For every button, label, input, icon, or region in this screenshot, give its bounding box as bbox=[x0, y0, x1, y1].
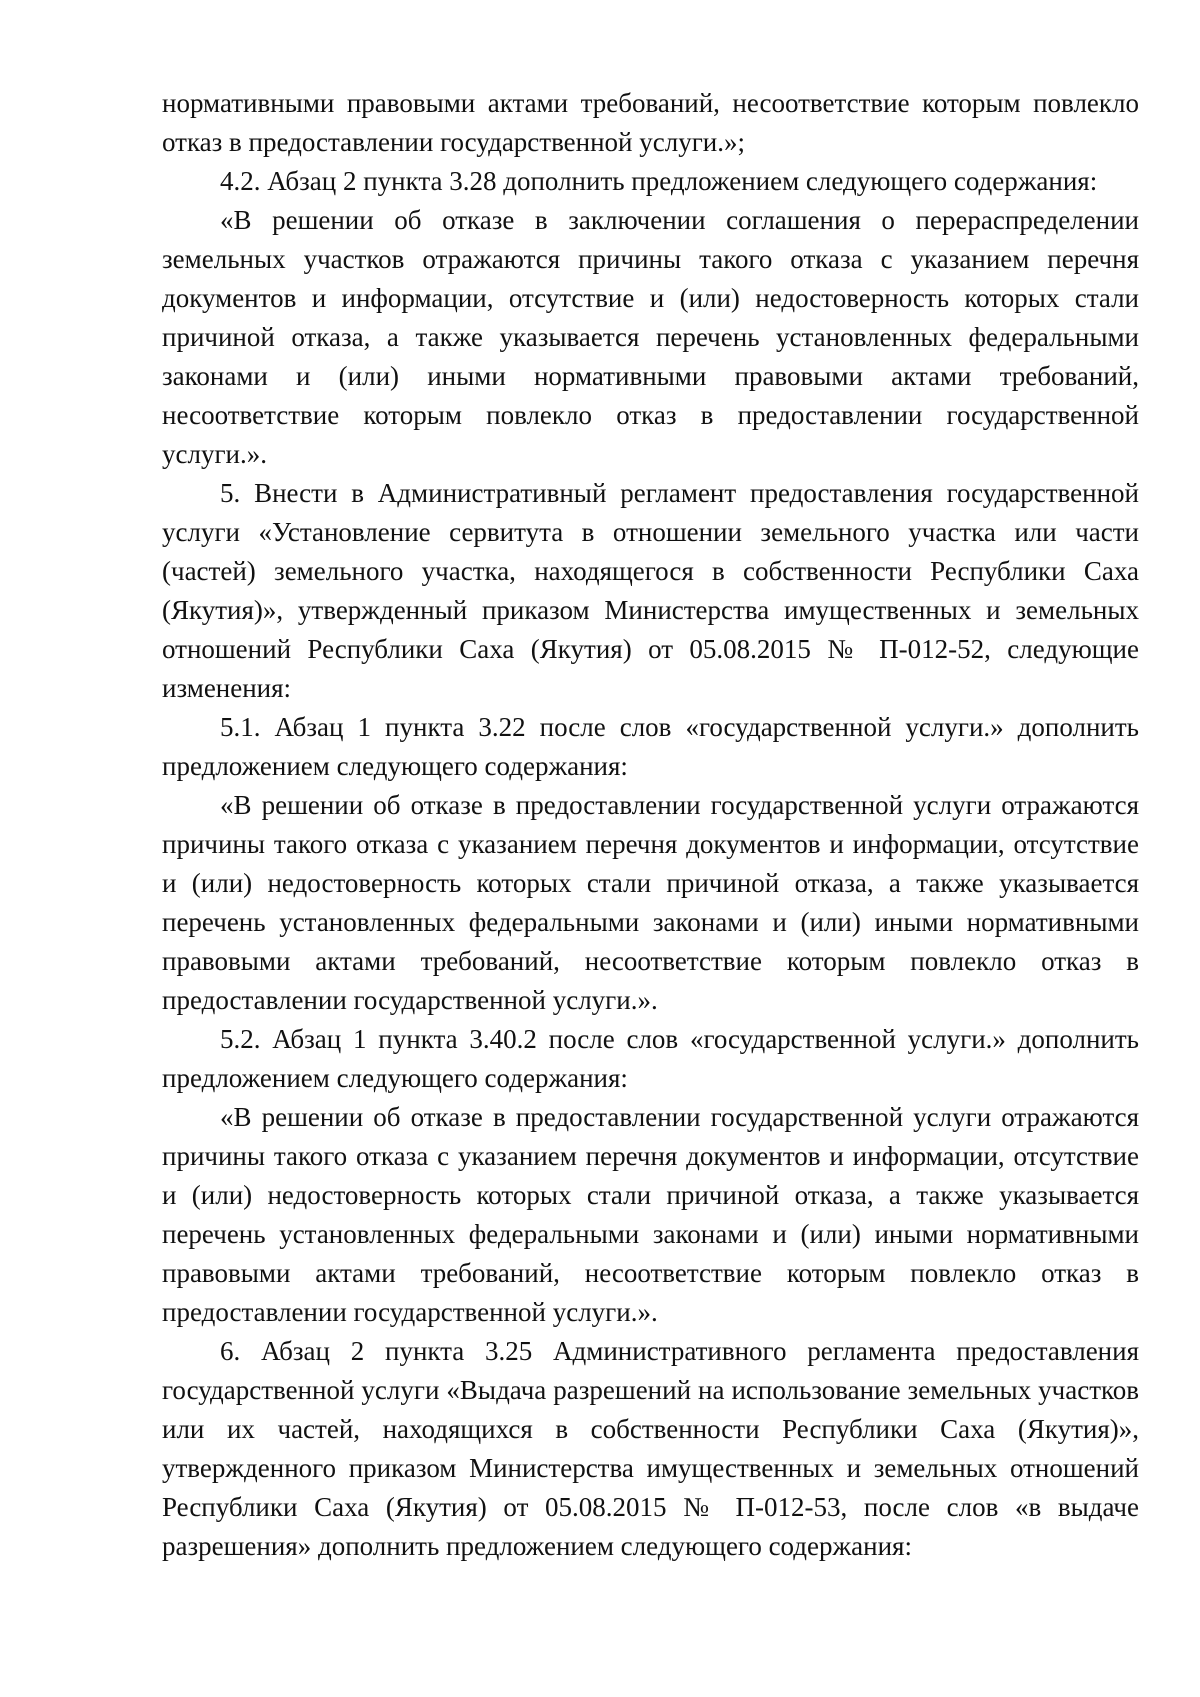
paragraph-4-2: 4.2. Абзац 2 пункта 3.28 дополнить предложением следующего содержания: bbox=[220, 166, 1098, 196]
paragraph-5: 5. Внести в Административный регламент предоставления государственной услуги «Установление сервитута в отношении земельного участка или части (частей) земельного участка, находящегося в собственности Республики Саха (Якутия)», утвержденный приказом Министерства имущественных и земельных отношений Республики Саха (Якутия) от 05.08.2015 № П-012-52, следующие изменения: bbox=[162, 478, 1139, 703]
paragraph-quote-5-1: «В решении об отказе в предоставлении государственной услуги отражаются причины такого отказа с указанием перечня документов и информации, отсутствие и (или) недостоверность которых стали причиной отказа, а также указывается перечень установленных федеральными законами и (или) иными нормативными правовыми актами требований, несоответствие которым повлекло отказ в предоставлении государственной услуги.». bbox=[162, 790, 1139, 1015]
paragraph-continuation: нормативными правовыми актами требований, несоответствие которым повлекло отказ в предоставлении государственной услуги.»; bbox=[162, 88, 1139, 157]
document-page bbox=[162, 84, 1139, 1566]
paragraph-5-1: 5.1. Абзац 1 пункта 3.22 после слов «государственной услуги.» дополнить предложением следующего содержания: bbox=[162, 712, 1139, 781]
paragraph-5-2: 5.2. Абзац 1 пункта 3.40.2 после слов «государственной услуги.» дополнить предложением следующего содержания: bbox=[162, 1024, 1139, 1093]
paragraph-6: 6. Абзац 2 пункта 3.25 Административного регламента предоставления государственной услуги «Выдача разрешений на использование земельных участков или их частей, находящихся в собственности Республики Саха (Якутия)», утвержденного приказом Министерства имущественных и земельных отношений Республики Саха (Якутия) от 05.08.2015 № П-012-53, после слов «в выдаче разрешения» дополнить предложением следующего содержания: bbox=[162, 1336, 1139, 1561]
paragraph-quote-5-2: «В решении об отказе в предоставлении государственной услуги отражаются причины такого отказа с указанием перечня документов и информации, отсутствие и (или) недостоверность которых стали причиной отказа, а также указывается перечень установленных федеральными законами и (или) иными нормативными правовыми актами требований, несоответствие которым повлекло отказ в предоставлении государственной услуги.». bbox=[162, 1102, 1139, 1327]
paragraph-quote-4-2: «В решении об отказе в заключении соглашения о перераспределении земельных участков отражаются причины такого отказа с указанием перечня документов и информации, отсутствие и (или) недостоверность которых стали причиной отказа, а также указывается перечень установленных федеральными законами и (или) иными нормативными правовыми актами требований, несоответствие которым повлекло отказ в предоставлении государственной услуги.». bbox=[162, 205, 1139, 469]
